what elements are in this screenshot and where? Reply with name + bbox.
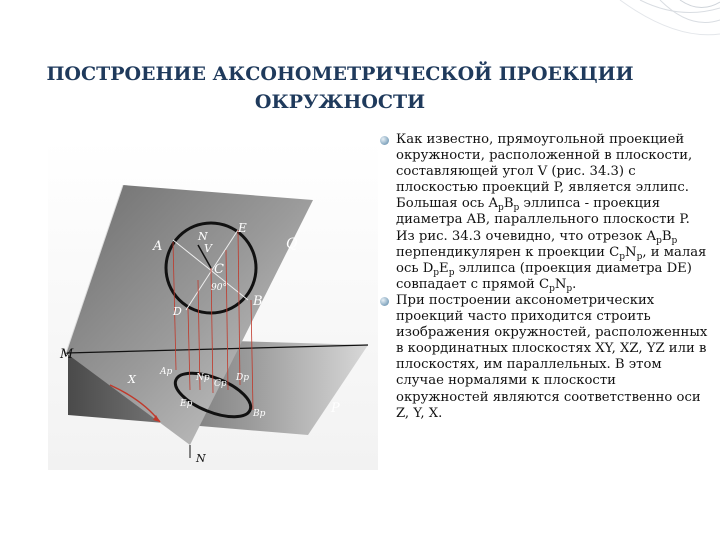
text-run: Как известно, прямоугольной проекцией окружности, расположенной в плоскости, составляющей угол V (рис. 34.3) с плоскостью проекций P, является эллипс. Большая ось A [396, 132, 693, 212]
label-x: X [128, 373, 136, 386]
text-run: , и малая ось D [396, 244, 707, 276]
text-run: B [503, 196, 514, 212]
label-n: N [198, 230, 208, 243]
bullet-item-1 [380, 132, 710, 293]
slide-title-line-2: ОКРУЖНОСТИ [254, 91, 426, 113]
label-ep: Ep [180, 399, 193, 409]
label-e: E [238, 221, 247, 235]
label-dp: Dp [236, 373, 249, 383]
slide-title-line-1: ПОСТРОЕНИЕ АКСОНОМЕТРИЧЕСКОЙ ПРОЕКЦИИ [46, 63, 634, 85]
text-run: . [572, 276, 577, 292]
label-n2: N [196, 452, 206, 465]
text-run: B [661, 228, 672, 244]
subscript: p [656, 235, 662, 246]
text-run: E [439, 260, 449, 276]
label-angle: 90° [211, 283, 227, 293]
label-np: Np [196, 373, 210, 383]
subscript: p [619, 251, 626, 262]
label-ap: Ap [160, 367, 173, 377]
text-run: N [625, 244, 637, 260]
text-run: эллипса - проекция диаметра AB, параллельного плоскости P. Из рис. 34.3 очевидно, что отрезок A [396, 196, 690, 244]
subscript: p [671, 235, 678, 246]
label-bp: Bp [253, 409, 266, 419]
slide-title [40, 60, 640, 116]
bullet-text-1 [396, 132, 706, 292]
text-run: При построении аксонометрических проекций часто приходится строить изображения окружностей, расположенных в координатных плоскостях XY, XZ, YZ или в плоскостях, им параллельных. В этом случае нормалями к плоскости окружностей являются соответственно оси Z, Y, X. [396, 292, 708, 421]
label-p: P [331, 401, 340, 416]
bullet-icon [380, 297, 389, 306]
subscript: p [549, 283, 555, 294]
subscript: p [433, 267, 440, 278]
text-run: эллипса (проекция диаметра DE) совпадает с прямой C [396, 260, 692, 292]
label-c: C [214, 262, 224, 277]
subscript: p [566, 283, 573, 294]
text-run: N [554, 276, 567, 292]
label-b: B [253, 294, 263, 309]
projection-figure [48, 140, 378, 470]
label-m: M [60, 347, 74, 362]
bullet-text-2 [396, 293, 707, 421]
bullet-icon [380, 136, 389, 145]
subscript: p [636, 251, 643, 262]
subscript: p [498, 203, 504, 214]
label-v: V [204, 242, 212, 255]
subscript: p [513, 203, 520, 214]
label-cp: Cp [214, 379, 227, 389]
label-a: A [153, 239, 163, 254]
subscript: p [448, 267, 455, 278]
bullet-list [380, 132, 710, 422]
bullet-item-2 [380, 293, 710, 422]
text-run: перпендикулярен к проекции C [396, 244, 620, 260]
label-q: Q [286, 236, 298, 252]
label-d: D [173, 305, 182, 318]
